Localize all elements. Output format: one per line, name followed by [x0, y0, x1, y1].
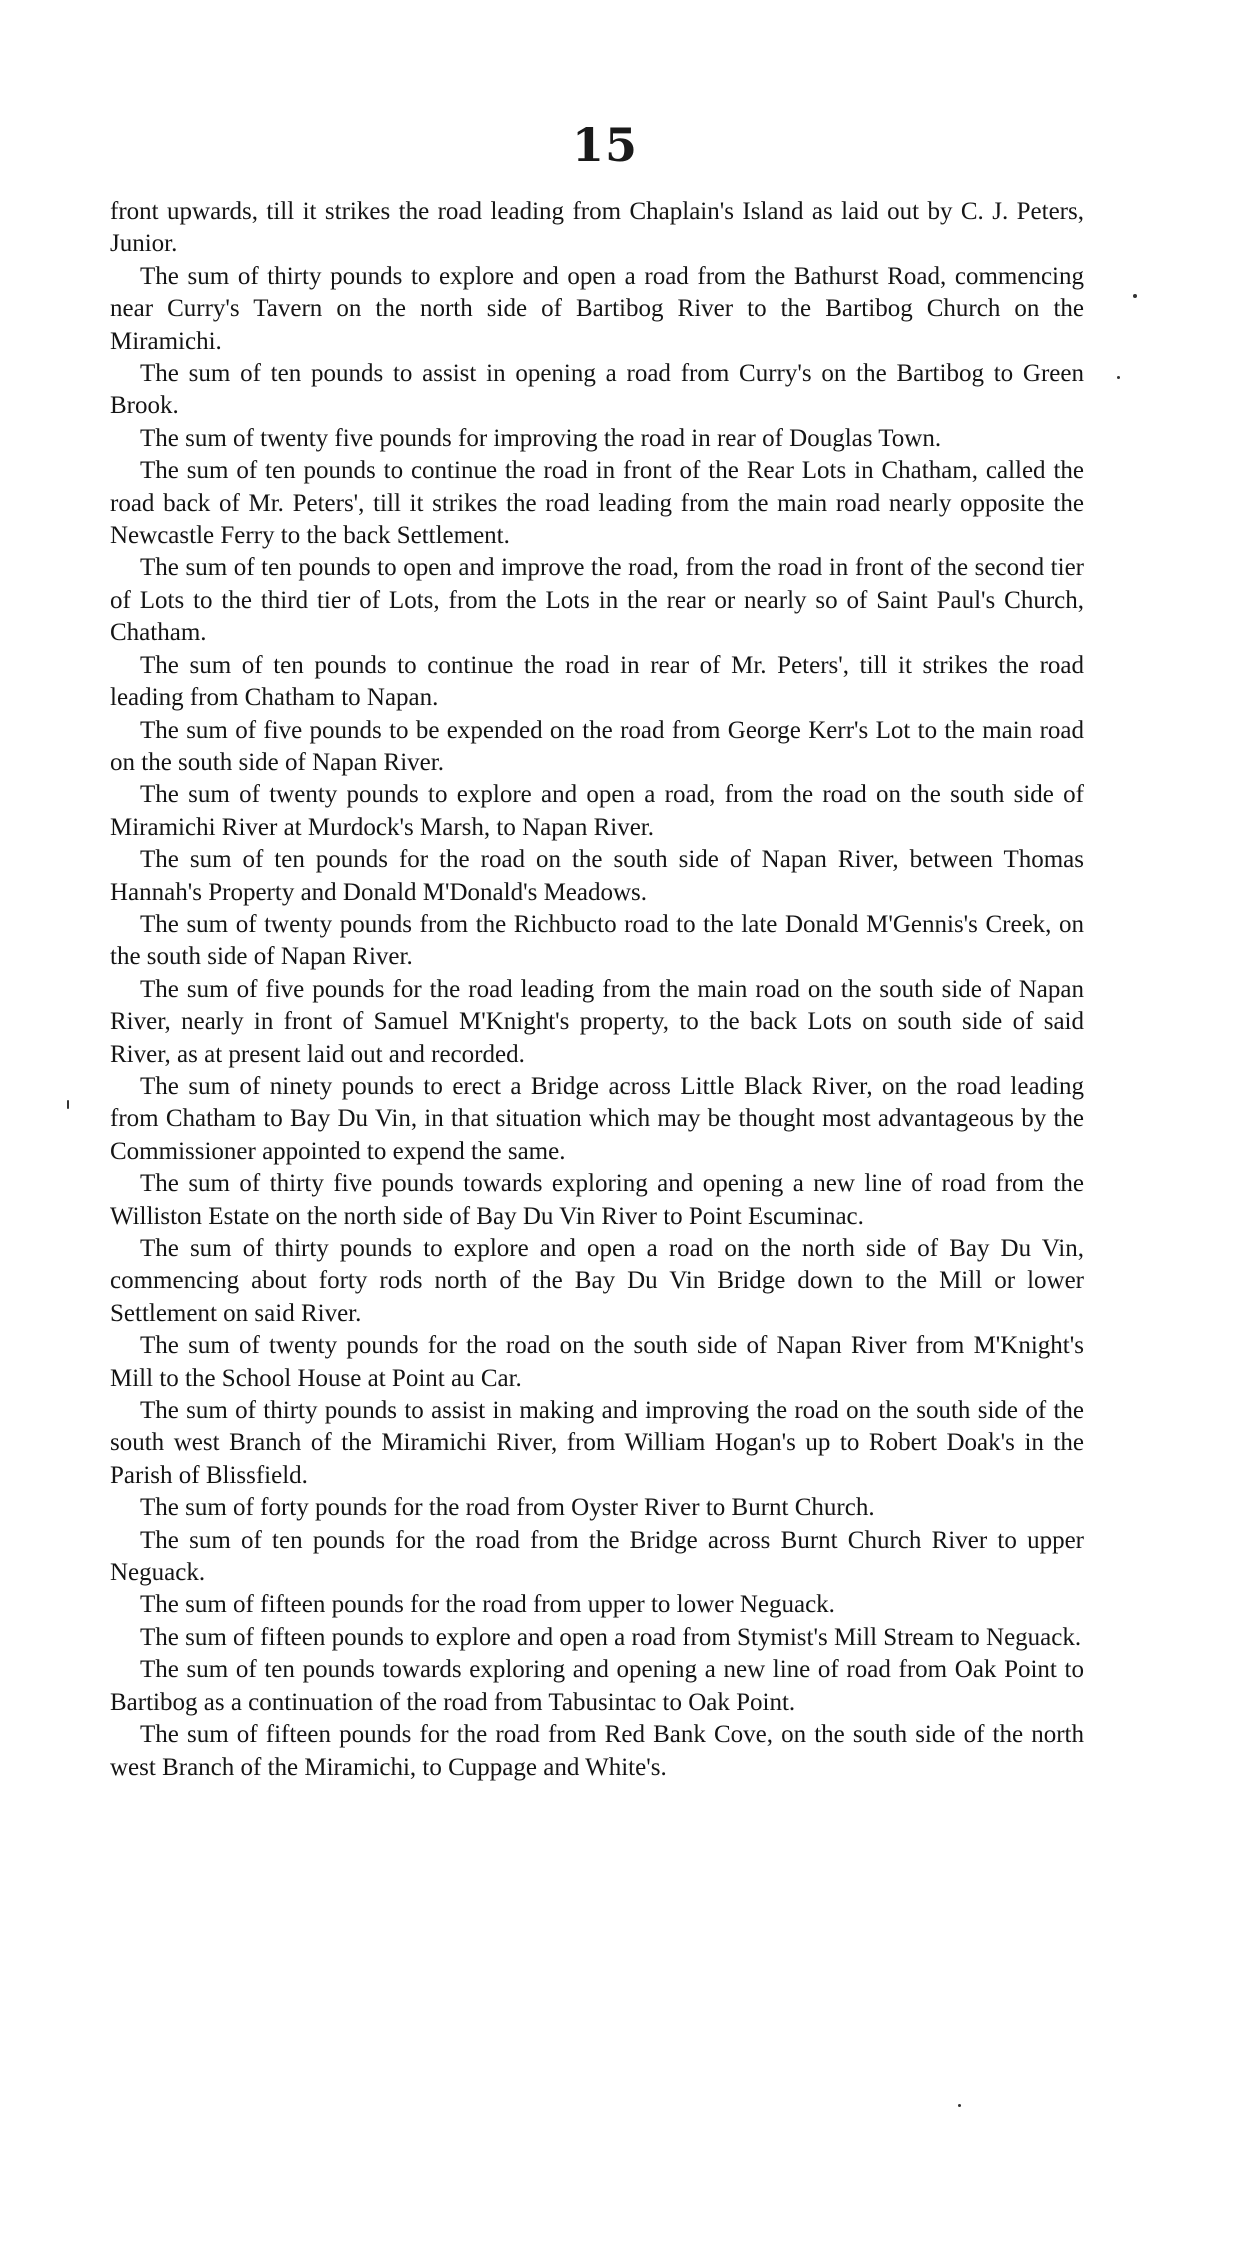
paragraph: The sum of thirty pounds to explore and open a road on the north side of Bay Du Vin, commencing about forty rods north of the Bay Du Vin Bridge down to the Mill or lower Settlement on said River. — [110, 1235, 1084, 1327]
paragraph: The sum of thirty five pounds towards exploring and opening a new line of road from the Williston Estate on the north side of Bay Du Vin River to Point Escuminac. — [110, 1170, 1084, 1230]
paragraph: The sum of ninety pounds to erect a Bridge across Little Black River, on the road leading from Chatham to Bay Du Vin, in that situation which may be thought most advantageous by the Commissioner appointed to expend the same. — [110, 1072, 1084, 1165]
paragraph: The sum of twenty pounds to explore and open a road, from the road on the south side of Miramichi River at Murdock's Marsh, to Napan River. — [110, 781, 1084, 841]
print-speck — [958, 2104, 961, 2107]
paragraph: The sum of fifteen pounds for the road from upper to lower Neguack. — [140, 1591, 835, 1619]
paragraph: The sum of ten pounds for the road from the Bridge across Burnt Church River to upper Neguack. — [110, 1526, 1084, 1587]
paragraph: The sum of ten pounds for the road on the south side of Napan River, between Thomas Hannah's Property and Donald M'Donald's Meadows. — [110, 846, 1084, 906]
paragraph: The sum of twenty five pounds for improving the road in rear of Douglas Town. — [140, 424, 942, 452]
paragraph: The sum of thirty pounds to assist in making and improving the road on the south side of the south west Branch of the Miramichi River, from William Hogan's up to Robert Doak's in the Parish of Blissfield. — [110, 1397, 1084, 1489]
paragraph: front upwards, till it strikes the road leading from Chaplain's Island as laid out by C. J. Peters, Junior. — [110, 198, 1084, 258]
page-number: 15 — [571, 118, 638, 172]
print-speck — [67, 1100, 69, 1109]
paragraph: The sum of ten pounds to open and improve the road, from the road in front of the second tier of Lots to the third tier of Lots, from the Lots in the rear or nearly so of Saint Paul's Church, Chatham. — [110, 554, 1084, 647]
paragraph: The sum of forty pounds for the road from Oyster River to Burnt Church. — [140, 1494, 875, 1522]
print-speck — [1117, 376, 1120, 379]
body-text — [110, 196, 1084, 1784]
paragraph: The sum of fifteen pounds to explore and open a road from Stymist's Mill Stream to Neguack. — [140, 1623, 1082, 1651]
paragraph: The sum of ten pounds to continue the road in rear of Mr. Peters', till it strikes the road leading from Chatham to Napan. — [110, 651, 1084, 712]
paragraph: The sum of five pounds to be expended on the road from George Kerr's Lot to the main road on the south side of Napan River. — [110, 716, 1084, 776]
print-speck — [1133, 294, 1137, 298]
paragraph: The sum of thirty pounds to explore and open a road from the Bathurst Road, commencing near Curry's Tavern on the north side of Bartibog River to the Bartibog Church on the Miramichi. — [110, 262, 1084, 355]
paragraph: The sum of ten pounds to assist in opening a road from Curry's on the Bartibog to Green Brook. — [110, 360, 1084, 420]
paragraph: The sum of ten pounds to continue the road in front of the Rear Lots in Chatham, called the road back of Mr. Peters', till it strikes the road leading from the main road nearly opposite the Newcastle Ferry to the back Settlement. — [110, 457, 1084, 550]
paragraph: The sum of ten pounds towards exploring and opening a new line of road from Oak Point to Bartibog as a continuation of the road from Tabusintac to Oak Point. — [110, 1656, 1084, 1716]
paragraph: The sum of five pounds for the road leading from the main road on the south side of Napan River, nearly in front of Samuel M'Knight's property, to the back Lots on south side of said River, as at present laid out and recorded. — [110, 975, 1084, 1068]
paragraph: The sum of twenty pounds from the Richbucto road to the late Donald M'Gennis's Creek, on the south side of Napan River. — [110, 910, 1084, 971]
paragraph: The sum of twenty pounds for the road on the south side of Napan River from M'Knight's Mill to the School House at Point au Car. — [110, 1332, 1084, 1392]
paragraph: The sum of fifteen pounds for the road from Red Bank Cove, on the south side of the north west Branch of the Miramichi, to Cuppage and White's. — [110, 1721, 1084, 1781]
